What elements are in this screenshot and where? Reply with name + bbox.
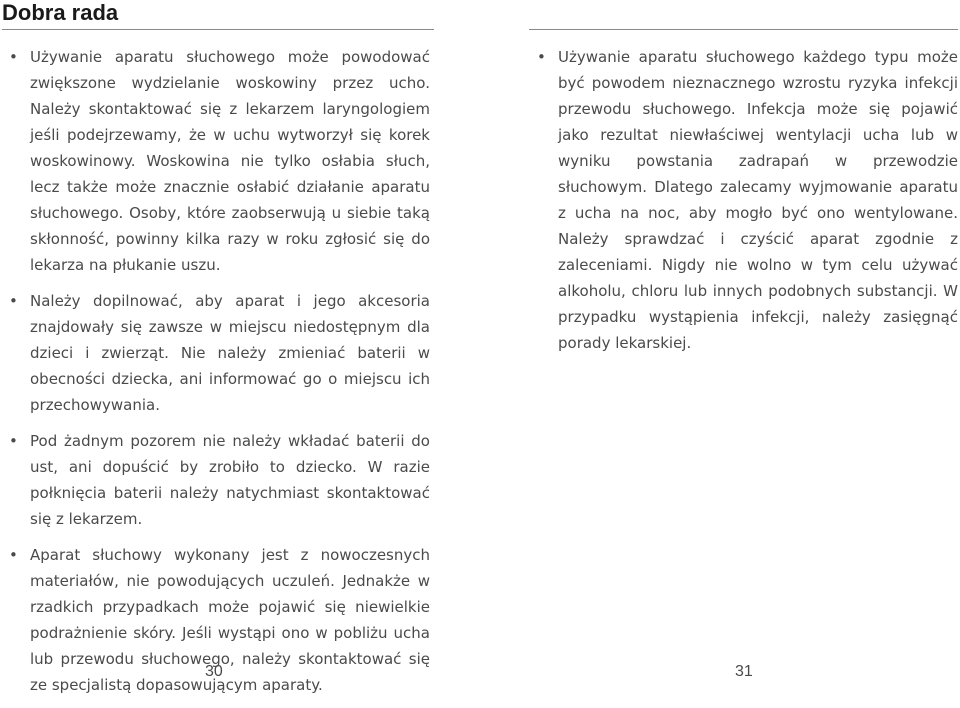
page-title: Dobra rada — [2, 0, 119, 25]
bullet-item-infection — [537, 44, 958, 356]
bullet-text: Używanie aparatu słuchowego każdego typu może być powodem nieznacznego wzrostu ryzyka infekcji przewodu słuchowego. Infekcja może się pojawić jako rezultat niewłaściwej wentylacji ucha lub w wyniku powstania zadrapań w przewodzie słuchowym. Dlatego zalecamy wyjmowanie aparatu z ucha na noc, aby mogło być ono wentylowane. Należy sprawdzać i czyścić aparat zgodnie z zaleceniami. Nigdy nie wolno w tym celu używać alkoholu, chloru lub innych podobnych substancji. W przypadku wystąpienia infekcji, należy zasięgnąć porady lekarskiej. — [558, 48, 958, 352]
page-number-right: 31 — [735, 663, 753, 680]
bullet-icon: • — [9, 48, 18, 66]
bullet-item-battery-swallow — [9, 428, 430, 532]
bullet-item-earwax — [9, 44, 430, 278]
bullet-text: Aparat słuchowy wykonany jest z nowoczesnych materiałów, nie powodujących uczuleń. Jednakże w rzadkich przypadkach może pojawić się niewielkie podrażnienie skóry. Jeśli wystąpi ono w pobliżu ucha lub przewodu słuchowego, należy skontaktować się ze specjalistą dopasowującym aparaty. — [30, 546, 430, 694]
bullet-icon: • — [9, 292, 18, 310]
bullet-icon: • — [9, 432, 18, 450]
left-column-list — [9, 44, 430, 708]
page-number-left: 30 — [205, 663, 223, 680]
bullet-icon: • — [537, 48, 546, 66]
bullet-text: Pod żadnym pozorem nie należy wkładać baterii do ust, ani dopuścić by zrobiło to dziecko. W razie połknięcia baterii należy natychmiast skontaktować się z lekarzem. — [30, 432, 430, 528]
bullet-item-children-safety — [9, 288, 430, 418]
right-column-list — [537, 44, 958, 366]
bullet-text: Należy dopilnować, aby aparat i jego akcesoria znajdowały się zawsze w miejscu niedostępnym dla dzieci i zwierząt. Nie należy zmieniać baterii w obecności dziecka, ani informować go o miejscu ich przechowywania. — [30, 292, 430, 414]
bullet-text: Używanie aparatu słuchowego może powodować zwiększone wydzielanie woskowiny przez ucho. Należy skontaktować się z lekarzem laryngologiem jeśli podejrzewamy, że w uchu wytworzył się korek woskowinowy. Woskowina nie tylko osłabia słuch, lecz także może znacznie osłabić działanie aparatu słuchowego. Osoby, które zaobserwują u siebie taką skłonność, powinny kilka razy w roku zgłosić się do lekarza na płukanie uszu. — [30, 48, 430, 274]
title-rule-right — [529, 29, 958, 30]
bullet-icon: • — [9, 546, 18, 564]
title-rule-left — [2, 29, 434, 30]
